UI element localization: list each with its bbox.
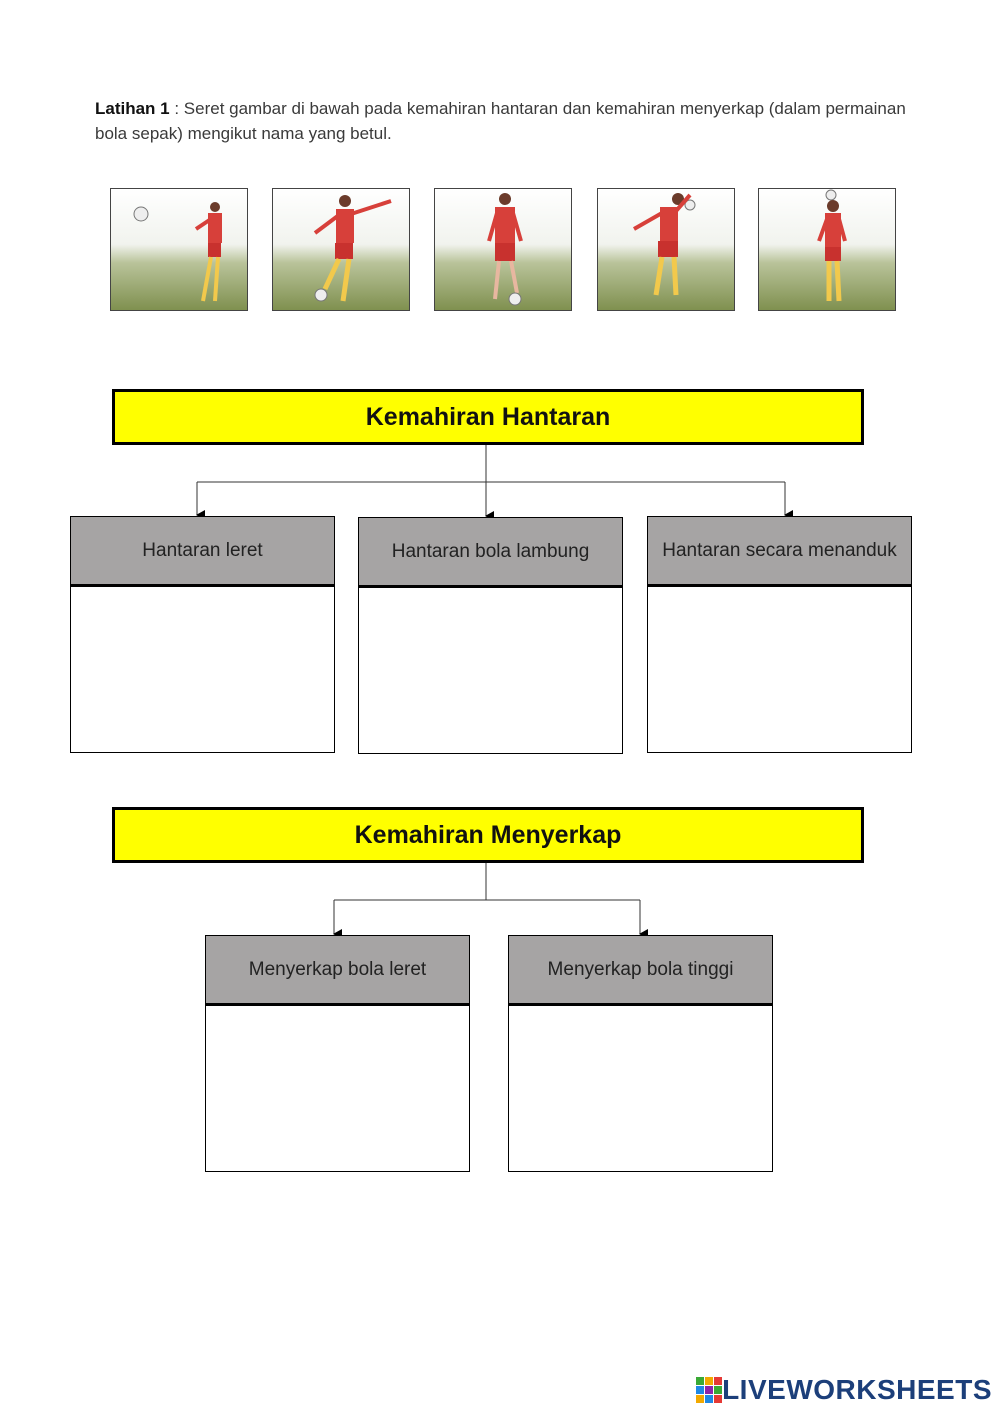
- card-hantaran-menanduk: [647, 516, 912, 753]
- card-label: Menyerkap bola tinggi: [508, 935, 773, 1004]
- card-label: Hantaran secara menanduk: [647, 516, 912, 585]
- card-menyerkap-bola-leret: [205, 935, 470, 1172]
- liveworksheets-logo: [696, 1373, 992, 1407]
- drop-zone-hantaran-bola-lambung[interactable]: [358, 586, 623, 754]
- card-menyerkap-bola-tinggi: [508, 935, 773, 1172]
- instruction-text: Latihan 1 : Seret gambar di bawah pada kemahiran hantaran dan kemahiran menyerkap (dalam permainan bola sepak) mengikut nama yang betul.: [95, 99, 906, 143]
- exercise-label: Latihan 1: [95, 99, 170, 118]
- drop-zone-hantaran-leret[interactable]: [70, 585, 335, 753]
- card-hantaran-leret: [70, 516, 335, 753]
- brand-name: LIVEWORKSHEETS: [722, 1374, 992, 1405]
- card-hantaran-bola-lambung: [358, 517, 623, 754]
- instruction-body: Seret gambar di bawah pada kemahiran hantaran dan kemahiran menyerkap (dalam permainan bola sepak) mengikut nama yang betul.: [95, 99, 906, 143]
- menyerkap-banner: Kemahiran Menyerkap: [112, 807, 864, 863]
- drop-zone-menyerkap-bola-leret[interactable]: [205, 1004, 470, 1172]
- drop-zone-menyerkap-bola-tinggi[interactable]: [508, 1004, 773, 1172]
- card-label: Hantaran leret: [70, 516, 335, 585]
- card-label: Hantaran bola lambung: [358, 517, 623, 586]
- card-label: Menyerkap bola leret: [205, 935, 470, 1004]
- hantaran-banner: Kemahiran Hantaran: [112, 389, 864, 445]
- liveworksheets-logo-icon: [696, 1377, 722, 1403]
- drop-zone-hantaran-menanduk[interactable]: [647, 585, 912, 753]
